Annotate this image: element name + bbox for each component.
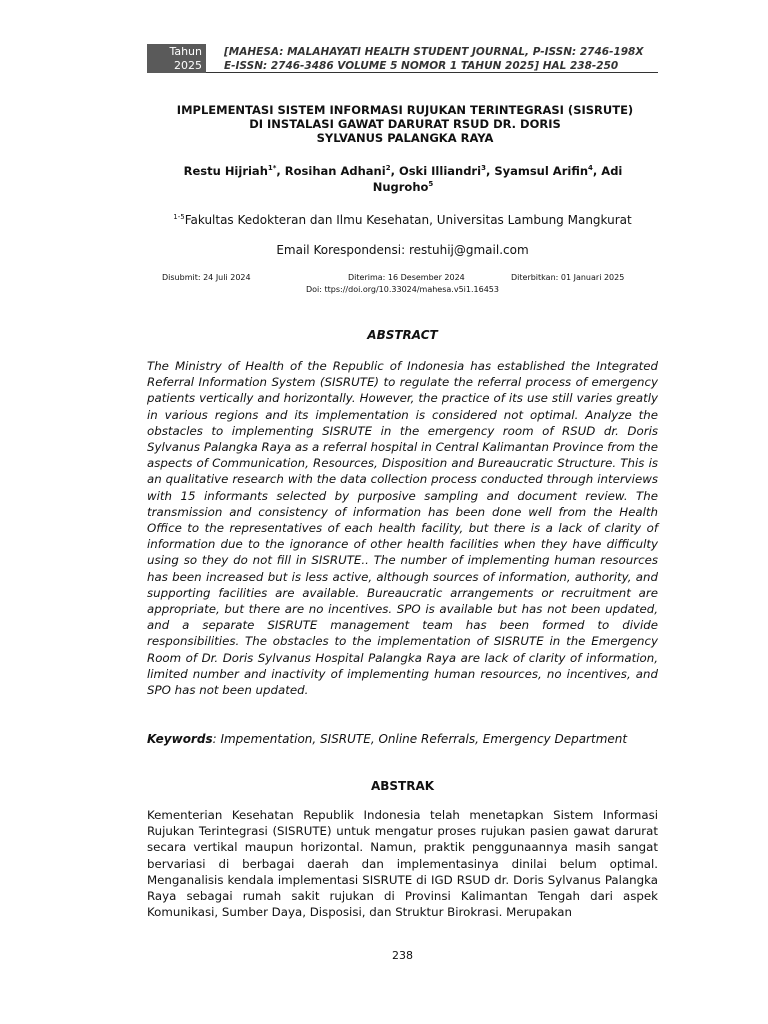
author-mark: 5 xyxy=(428,180,434,189)
year-badge xyxy=(147,44,206,73)
abstrak-text: Kementerian Kesehatan Republik Indonesia telah menetapkan Sistem Informasi Rujukan Terintegrasi (SISRUTE) untuk mengatur proses rujukan pasien gawat darurat secara vertikal maupun horizontal. Namun, praktik penggunaannya masih sangat bervariasi di berbagai daerah dan implementasinya dinilai belum optimal. Menganalisis kendala implementasi SISRUTE di IGD RSUD dr. Doris Sylvanus Palangka Raya sebagai rumah sakit rujukan di Provinsi Kalimantan Tengah dari aspek Komunikasi, Sumber Daya, Disposisi, dan Struktur Birokrasi. Merupakan xyxy=(147,808,658,920)
journal-info-line1: [MAHESA: MALAHAYATI HEALTH STUDENT JOURNAL, P-ISSN: 2746-198X xyxy=(224,46,644,58)
title-line-2: DI INSTALASI GAWAT DARURAT RSUD DR. DORIS xyxy=(249,117,561,131)
date-accepted: Diterima: 16 Desember 2024 xyxy=(348,273,465,282)
author-name: Adi Nugroho xyxy=(372,164,623,194)
affiliation-mark: 1-5 xyxy=(173,213,185,221)
author-name: Oski Illiandri xyxy=(398,164,482,178)
page-number: 238 xyxy=(392,949,413,962)
author-name: Syamsul Arifin xyxy=(494,164,589,178)
year-value: 2025 xyxy=(174,59,202,72)
journal-info-line2: E-ISSN: 2746-3486 VOLUME 5 NOMOR 1 TAHUN 2025] HAL 238-250 xyxy=(224,60,619,72)
keywords xyxy=(147,731,667,747)
journal-info xyxy=(224,45,664,73)
author-mark: 1* xyxy=(267,164,277,173)
title-line-3: SYLVANUS PALANGKA RAYA xyxy=(316,131,494,145)
author-mark: 3 xyxy=(481,164,486,173)
abstrak-heading: ABSTRAK xyxy=(370,779,435,793)
doi: Doi: ttps://doi.org/10.33024/mahesa.v5i1.16453 xyxy=(306,285,499,294)
affiliation-text: Fakultas Kedokteran dan Ilmu Kesehatan, Universitas Lambung Mangkurat xyxy=(184,213,632,227)
author-name: Rosihan Adhani xyxy=(284,164,386,178)
paper-title xyxy=(120,103,690,145)
date-submitted: Disubmit: 24 Juli 2024 xyxy=(162,273,251,282)
year-label: Tahun xyxy=(169,45,202,58)
header-rule xyxy=(206,72,658,73)
title-line-1: IMPLEMENTASI SISTEM INFORMASI RUJUKAN TERINTEGRASI (SISRUTE) xyxy=(176,103,634,117)
running-header xyxy=(147,44,658,74)
author-name: Restu Hijriah xyxy=(183,164,268,178)
author-list: Restu Hijriah$^{1*}$, Rosihan Adhani$^2$, Oski Illiandri$^3$, Syamsul Arifin$^4$, Adi Nugroho$^5$ xyxy=(183,164,623,194)
keywords-text: : Impementation, SISRUTE, Online Referrals, Emergency Department xyxy=(212,732,628,746)
keywords-label: Keywords xyxy=(147,732,213,746)
abstract-text: The Ministry of Health of the Republic of Indonesia has established the Integrated Referral Information System (SISRUTE) to regulate the referral process of emergency patients vertically and horizontally. However, the practice of its use still varies greatly in various regions and its implementation is considered not optimal. Analyze the obstacles to implementing SISRUTE in the emergency room of RSUD dr. Doris Sylvanus Palangka Raya as a referral hospital in Central Kalimantan Province from the aspects of Communication, Resources, Disposition and Bureaucratic Structure. This is an qualitative research with the data collection process conducted through interviews with 15 informants selected by purposive sampling and document review. The transmission and consistency of information has been done well from the Health Office to the representatives of each health facility, but there is a lack of clarity of information due to the ignorance of other health facilities when they have difficulty using so they do not fill in SISRUTE.. The number of implementing human resources has been increased but is less active, although sources of information, authority, and supporting facilities are available. Bureaucratic arrangements or recruitment are appropriate, but there are no incentives. SPO is available but has not been updated, and a separate SISRUTE management team has been formed to divide responsibilities. The obstacles to the implementation of SISRUTE in the Emergency Room of Dr. Doris Sylvanus Hospital Palangka Raya are lack of clarity of information, limited number and inactivity of implementing human resources, no incentives, and SPO has not been updated. xyxy=(147,359,658,698)
abstract-heading: ABSTRACT xyxy=(367,328,438,342)
affiliation xyxy=(147,212,658,228)
date-published: Diterbitkan: 01 Januari 2025 xyxy=(511,273,625,282)
correspondence-email: Email Korespondensi: restuhij@gmail.com xyxy=(276,243,529,257)
author-mark: 4 xyxy=(588,164,593,173)
author-mark: 2 xyxy=(385,164,391,173)
